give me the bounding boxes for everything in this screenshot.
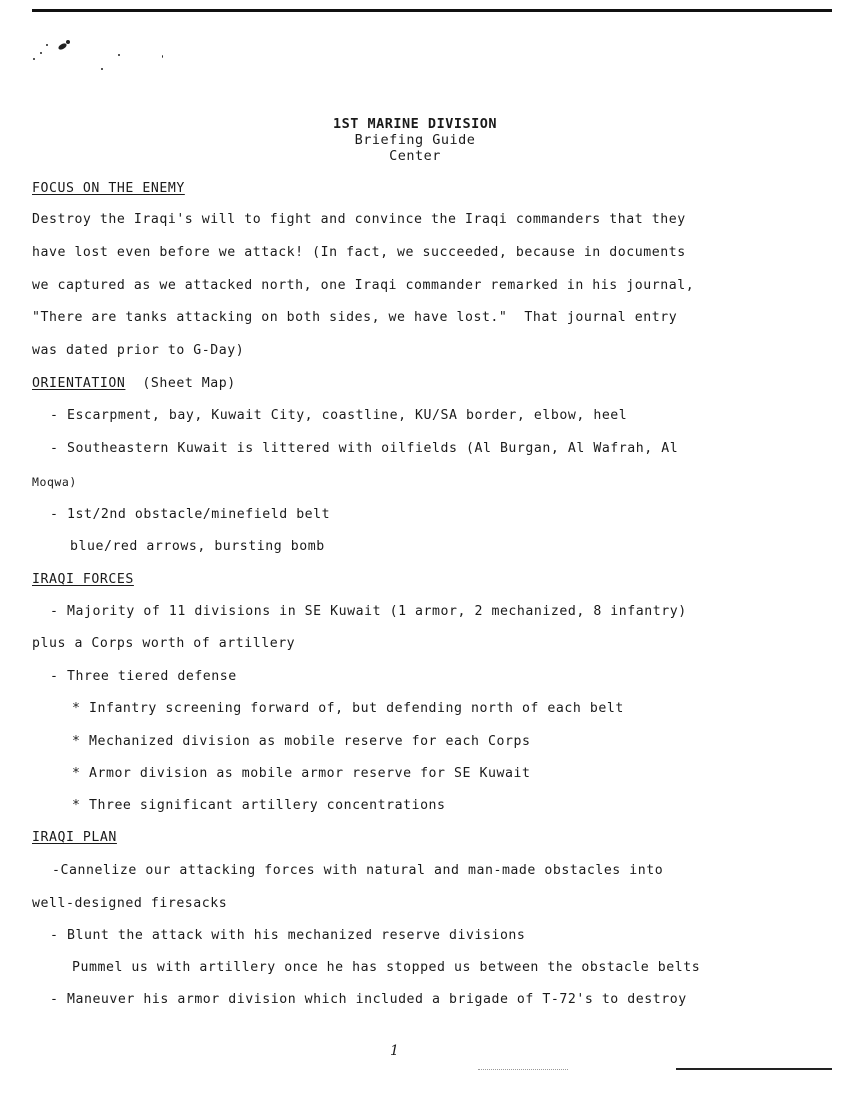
forces-line: * Three significant artillery concentrations	[72, 798, 446, 813]
bottom-rule-faint	[478, 1069, 568, 1070]
forces-line: * Mechanized division as mobile reserve for each Corps	[72, 734, 531, 749]
focus-line: was dated prior to G-Day)	[32, 343, 245, 358]
section-heading-plan: IRAQI PLAN	[32, 830, 117, 845]
section-heading-focus: FOCUS ON THE ENEMY	[32, 181, 185, 196]
focus-line: we captured as we attacked north, one Iraqi commander remarked in his journal,	[32, 278, 695, 293]
plan-line: - Maneuver his armor division which included a brigade of T-72's to destroy	[50, 992, 687, 1007]
section-heading-forces: IRAQI FORCES	[32, 572, 134, 587]
focus-line: Destroy the Iraqi's will to fight and convince the Iraqi commanders that they	[32, 212, 686, 227]
forces-line: - Three tiered defense	[50, 669, 237, 684]
section-heading-orientation: ORIENTATION	[32, 376, 126, 391]
orientation-note: (Sheet Map)	[142, 376, 236, 391]
forces-line: plus a Corps worth of artillery	[32, 636, 296, 651]
forces-line: * Infantry screening forward of, but defending north of each belt	[72, 701, 624, 716]
focus-line: "There are tanks attacking on both sides, we have lost." That journal entry	[32, 310, 678, 325]
plan-line: -Cannelize our attacking forces with natural and man-made obstacles into	[52, 863, 664, 878]
plan-line: Pummel us with artillery once he has stopped us between the obstacle belts	[72, 960, 701, 975]
page-number: 1	[390, 1043, 399, 1059]
orientation-line: Moqwa)	[32, 475, 77, 489]
orientation-heading-row	[32, 376, 236, 392]
orientation-line: - Escarpment, bay, Kuwait City, coastline, KU/SA border, elbow, heel	[50, 408, 628, 423]
orientation-line: - Southeastern Kuwait is littered with oilfields (Al Burgan, Al Wafrah, Al	[50, 441, 679, 456]
plan-line: - Blunt the attack with his mechanized reserve divisions	[50, 928, 526, 943]
document-subtitle: Briefing Guide	[354, 132, 476, 148]
forces-line: * Armor division as mobile armor reserve for SE Kuwait	[72, 766, 531, 781]
document-subtitle-center: Center	[389, 148, 441, 164]
focus-line: have lost even before we attack! (In fact, we succeeded, because in documents	[32, 245, 686, 260]
orientation-line: blue/red arrows, bursting bomb	[70, 539, 325, 554]
plan-line: well-designed firesacks	[32, 896, 228, 911]
document-title: 1ST MARINE DIVISION	[333, 116, 497, 132]
bottom-rule	[676, 1068, 832, 1070]
forces-line: - Majority of 11 divisions in SE Kuwait (1 armor, 2 mechanized, 8 infantry)	[50, 604, 687, 619]
top-rule	[32, 9, 832, 12]
orientation-line: - 1st/2nd obstacle/minefield belt	[50, 507, 331, 522]
